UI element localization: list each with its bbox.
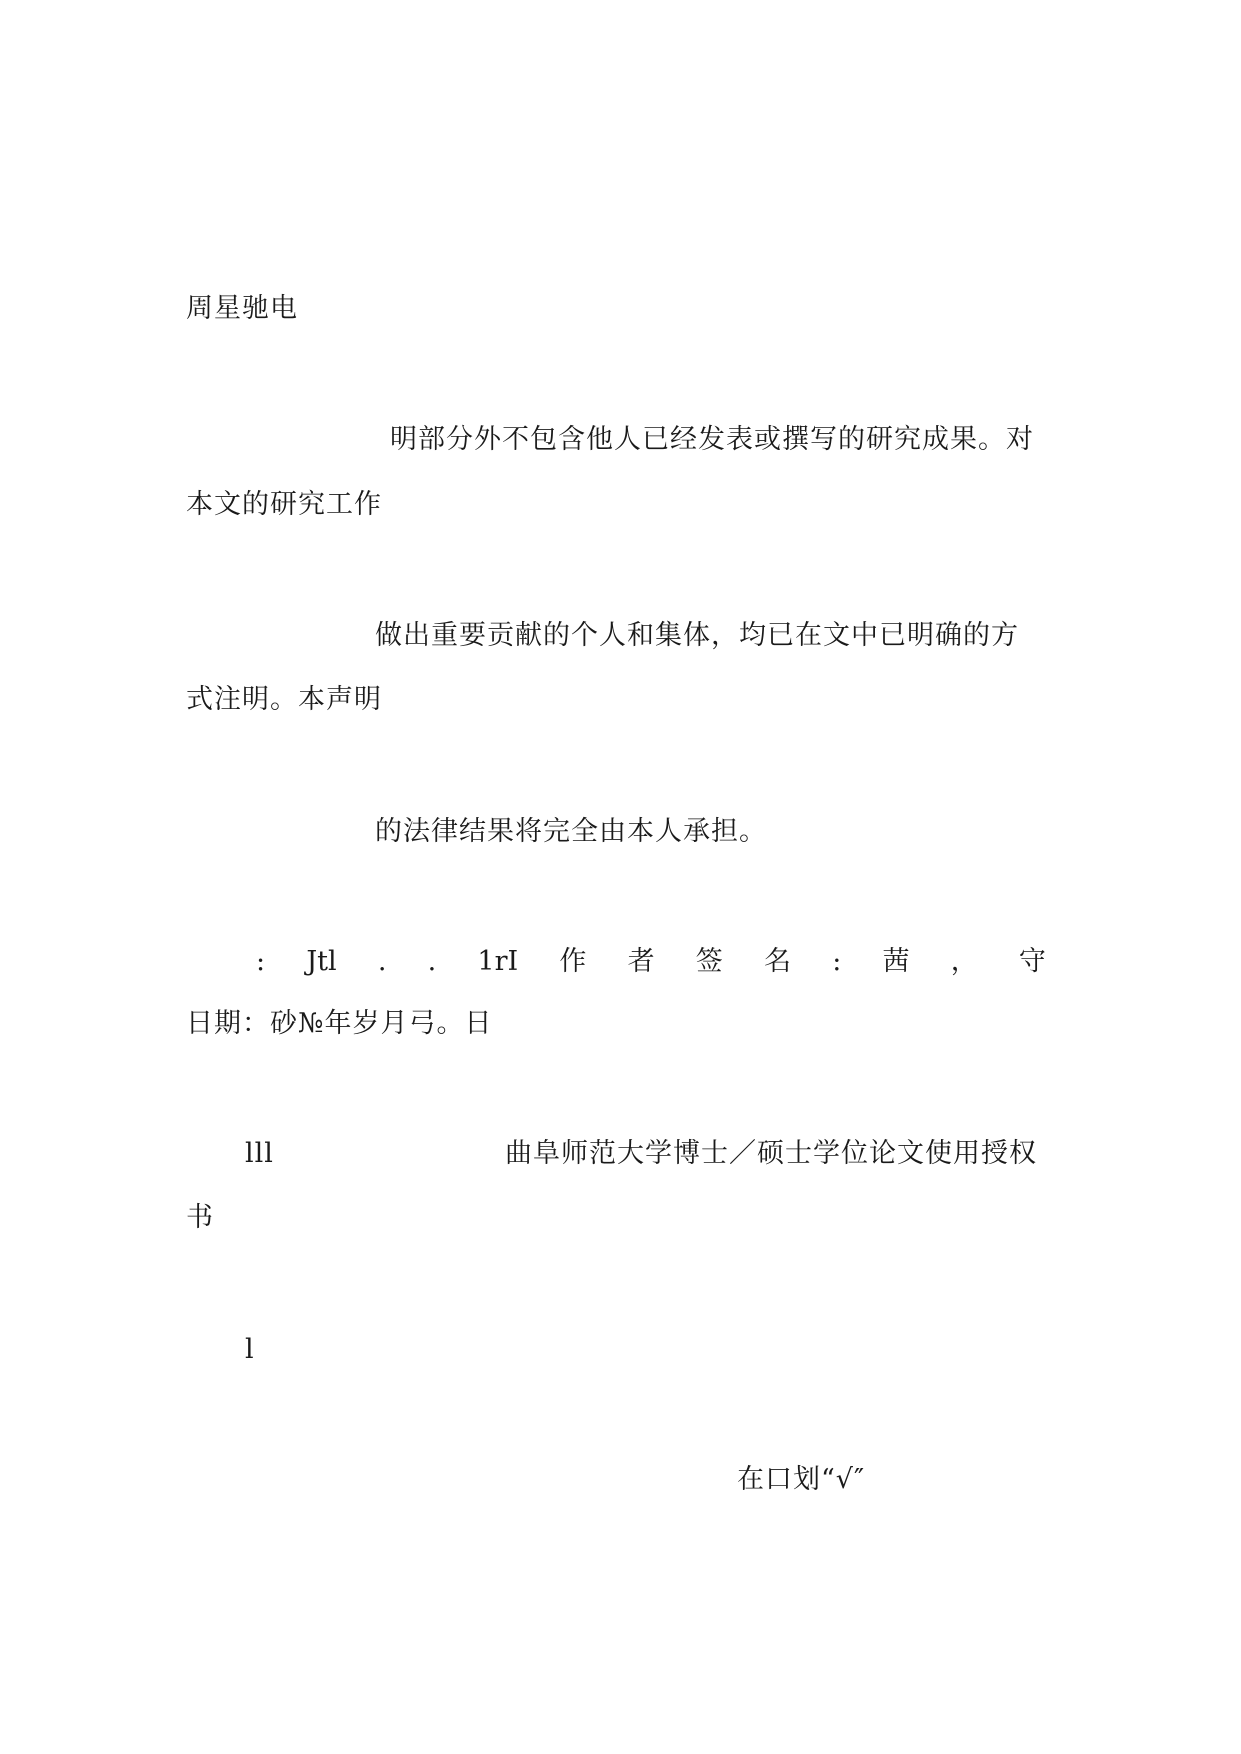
signature-token: 1rI [477,946,519,977]
signature-token: : [832,946,842,977]
signature-token: 名 [764,946,791,977]
declaration-para3-line1: 的法律结果将完全由本人承担。 [375,816,767,847]
item-mark: l [245,1334,255,1365]
checkbox-instruction: 在口划“√″ [737,1464,866,1495]
declaration-para2-line2: 式注明。本声明 [186,684,382,715]
declaration-para2-line1: 做出重要贡献的个人和集体，均已在文中已明确的方 [375,620,1019,651]
declaration-para1-line2: 本文的研究工作 [186,489,382,520]
signature-token: . [427,946,437,977]
signature-token: : [256,946,266,977]
signature-token: . [377,946,387,977]
authorization-title-line1: 曲阜师范大学博士／硕士学位论文使用授权 [505,1138,1037,1169]
authorization-title-line2: 书 [186,1202,214,1233]
signature-row [256,945,1046,979]
signature-token: 茜 [882,946,910,977]
signature-token: 者 [627,946,655,977]
author-name: 周星驰电 [186,293,298,324]
declaration-para1-line1: 明部分外不包含他人已经发表或撰写的研究成果。对 [390,424,1034,455]
signature-token: 签 [695,946,723,977]
signature-token: 作 [559,946,587,977]
signature-token: ， [950,946,978,977]
signature-token: 守 [1018,946,1046,977]
date-line: 日期：砂№年岁月弓。日 [186,1008,493,1039]
section-mark: lll [245,1138,274,1169]
signature-token: Jtl [306,946,337,977]
